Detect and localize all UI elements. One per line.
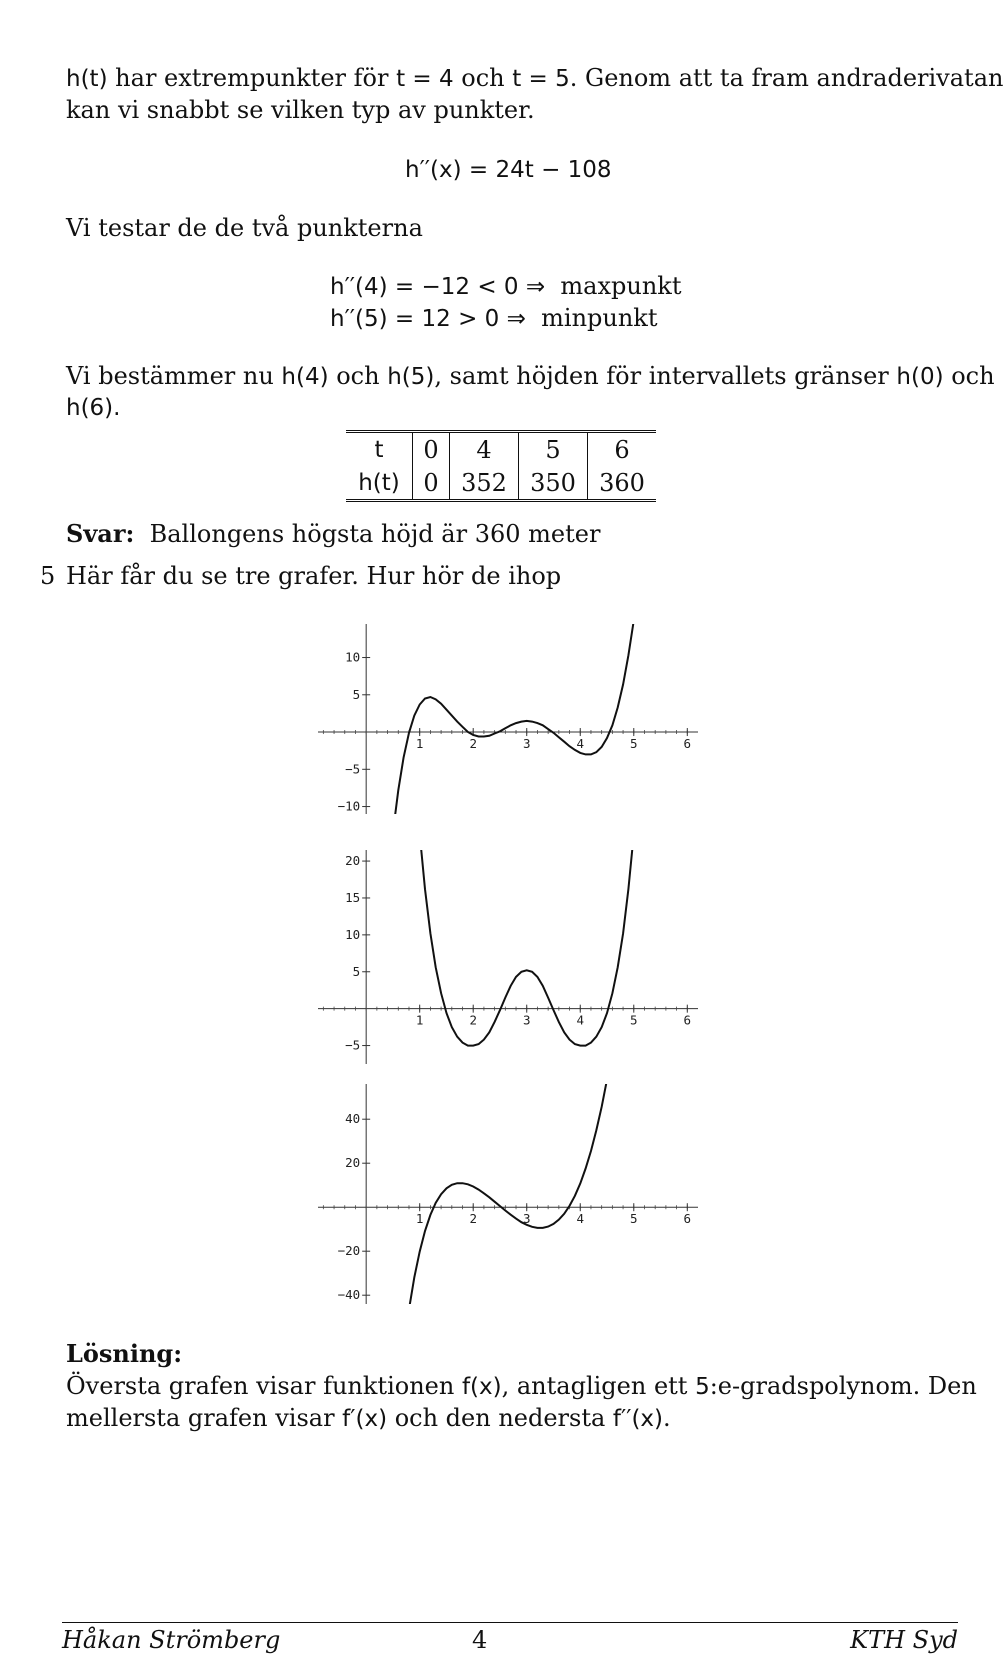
test-expr: h′′(4) = −12 < 0 ⇒ xyxy=(330,274,546,300)
intro-text: . Genom att ta fram andraderivatan xyxy=(569,64,1003,92)
test-max xyxy=(330,270,682,303)
intro-text: har extrempunkter för xyxy=(107,64,397,92)
table-cell: 0 xyxy=(413,432,450,467)
x-tick-label: 6 xyxy=(683,736,692,752)
x-tick-label: 5 xyxy=(630,736,638,752)
x-tick-label: 5 xyxy=(630,1211,638,1227)
x-tick-label: 3 xyxy=(522,736,531,752)
table-row xyxy=(346,432,656,467)
x-tick-label: 1 xyxy=(415,1211,424,1227)
y-tick-label: −20 xyxy=(337,1243,361,1259)
x-tick-label: 6 xyxy=(683,1211,692,1227)
table-cell: 4 xyxy=(450,432,519,467)
graph-f xyxy=(318,624,698,814)
x-tick-label: 3 xyxy=(522,1211,531,1227)
intro-text: och xyxy=(453,64,513,92)
text: , samt höjden för intervallets gränser xyxy=(434,362,897,390)
math-fx: f(x) xyxy=(461,1374,502,1400)
graph-f-prime xyxy=(318,850,698,1064)
test-word: minpunkt xyxy=(541,304,658,332)
table-row xyxy=(346,466,656,501)
x-tick-label: 4 xyxy=(576,1211,585,1227)
answer-text: Ballongens högsta höjd är 360 meter xyxy=(149,520,601,548)
x-tick-label: 4 xyxy=(576,736,585,752)
y-tick-label: 15 xyxy=(345,889,361,905)
math-h5: h(5) xyxy=(387,364,435,390)
math-ht: h(t) xyxy=(66,66,108,92)
table-cell: 360 xyxy=(599,468,645,497)
x-tick-label: 5 xyxy=(630,1012,638,1028)
solution-heading: Lösning: xyxy=(66,1339,183,1368)
table-cell: t xyxy=(346,432,413,467)
footer-page-number: 4 xyxy=(472,1626,488,1654)
text: Översta grafen visar funktionen xyxy=(66,1372,462,1400)
y-tick-label: 40 xyxy=(345,1111,361,1127)
footer-author: Håkan Strömberg xyxy=(62,1626,281,1654)
text: . xyxy=(663,1404,671,1432)
test-expr: h′′(5) = 12 > 0 ⇒ xyxy=(330,306,526,332)
table-cell: 5 xyxy=(519,432,588,467)
y-tick-label: 10 xyxy=(345,649,361,665)
y-tick-label: −5 xyxy=(345,1037,361,1053)
problem-text: Här får du se tre grafer. Hur hör de ihop xyxy=(66,562,562,590)
footer-institution: KTH Syd xyxy=(850,1626,958,1654)
x-tick-label: 6 xyxy=(683,1012,692,1028)
text: , antagligen ett xyxy=(501,1372,696,1400)
solution-line-2 xyxy=(66,1402,671,1435)
solution-line-1 xyxy=(66,1370,977,1403)
text: mellersta grafen visar xyxy=(66,1404,343,1432)
math-5: 5 xyxy=(695,1374,710,1400)
math-f-prime: f′(x) xyxy=(342,1406,388,1432)
y-tick-label: −40 xyxy=(337,1287,361,1303)
y-tick-label: 20 xyxy=(345,1155,361,1171)
problem-number: 5 xyxy=(40,562,56,590)
y-tick-label: −10 xyxy=(337,798,361,814)
table-cell: 350 xyxy=(519,466,588,501)
x-tick-label: 2 xyxy=(469,736,477,752)
text: och xyxy=(328,362,388,390)
x-tick-label: 1 xyxy=(415,736,424,752)
y-tick-label: 5 xyxy=(352,686,361,702)
math-f-double-prime: f′′(x) xyxy=(612,1406,664,1432)
determine-line-2: h(6). xyxy=(66,395,121,421)
x-tick-label: 2 xyxy=(469,1012,477,1028)
text: och den nedersta xyxy=(387,1404,613,1432)
math-h0: h(0) xyxy=(896,364,944,390)
graph-f-double-prime xyxy=(318,1084,698,1304)
determine-line-1 xyxy=(66,360,995,393)
table-cell: 352 xyxy=(450,466,519,501)
text: och xyxy=(943,362,995,390)
x-tick-label: 4 xyxy=(576,1012,585,1028)
y-tick-label: 5 xyxy=(352,963,361,979)
math-h4: h(4) xyxy=(281,364,329,390)
y-tick-label: 10 xyxy=(345,926,361,942)
intro-line-1 xyxy=(66,62,1003,95)
math-t4: t = 4 xyxy=(396,66,454,92)
answer xyxy=(66,518,600,550)
table-cell: 0 xyxy=(413,466,450,501)
y-tick-label: −5 xyxy=(345,761,361,777)
y-tick-label: 20 xyxy=(345,853,361,869)
second-derivative-formula: h′′(x) = 24t − 108 xyxy=(405,157,612,183)
intro-line-2: kan vi snabbt se vilken typ av punkter. xyxy=(66,96,535,124)
text: :e-gradspolynom. Den xyxy=(709,1372,977,1400)
table-cell: 6 xyxy=(614,435,630,464)
value-table xyxy=(346,430,656,502)
answer-label: Svar: xyxy=(66,519,135,548)
math-t5: t = 5 xyxy=(512,66,570,92)
test-min xyxy=(330,302,658,335)
table-cell: h(t) xyxy=(346,466,413,501)
test-word: maxpunkt xyxy=(560,272,682,300)
test-line: Vi testar de de två punkterna xyxy=(66,214,423,242)
x-tick-label: 2 xyxy=(469,1211,477,1227)
x-tick-label: 3 xyxy=(522,1012,531,1028)
text: Vi bestämmer nu xyxy=(66,362,282,390)
footer-rule xyxy=(62,1622,958,1623)
x-tick-label: 1 xyxy=(415,1012,424,1028)
